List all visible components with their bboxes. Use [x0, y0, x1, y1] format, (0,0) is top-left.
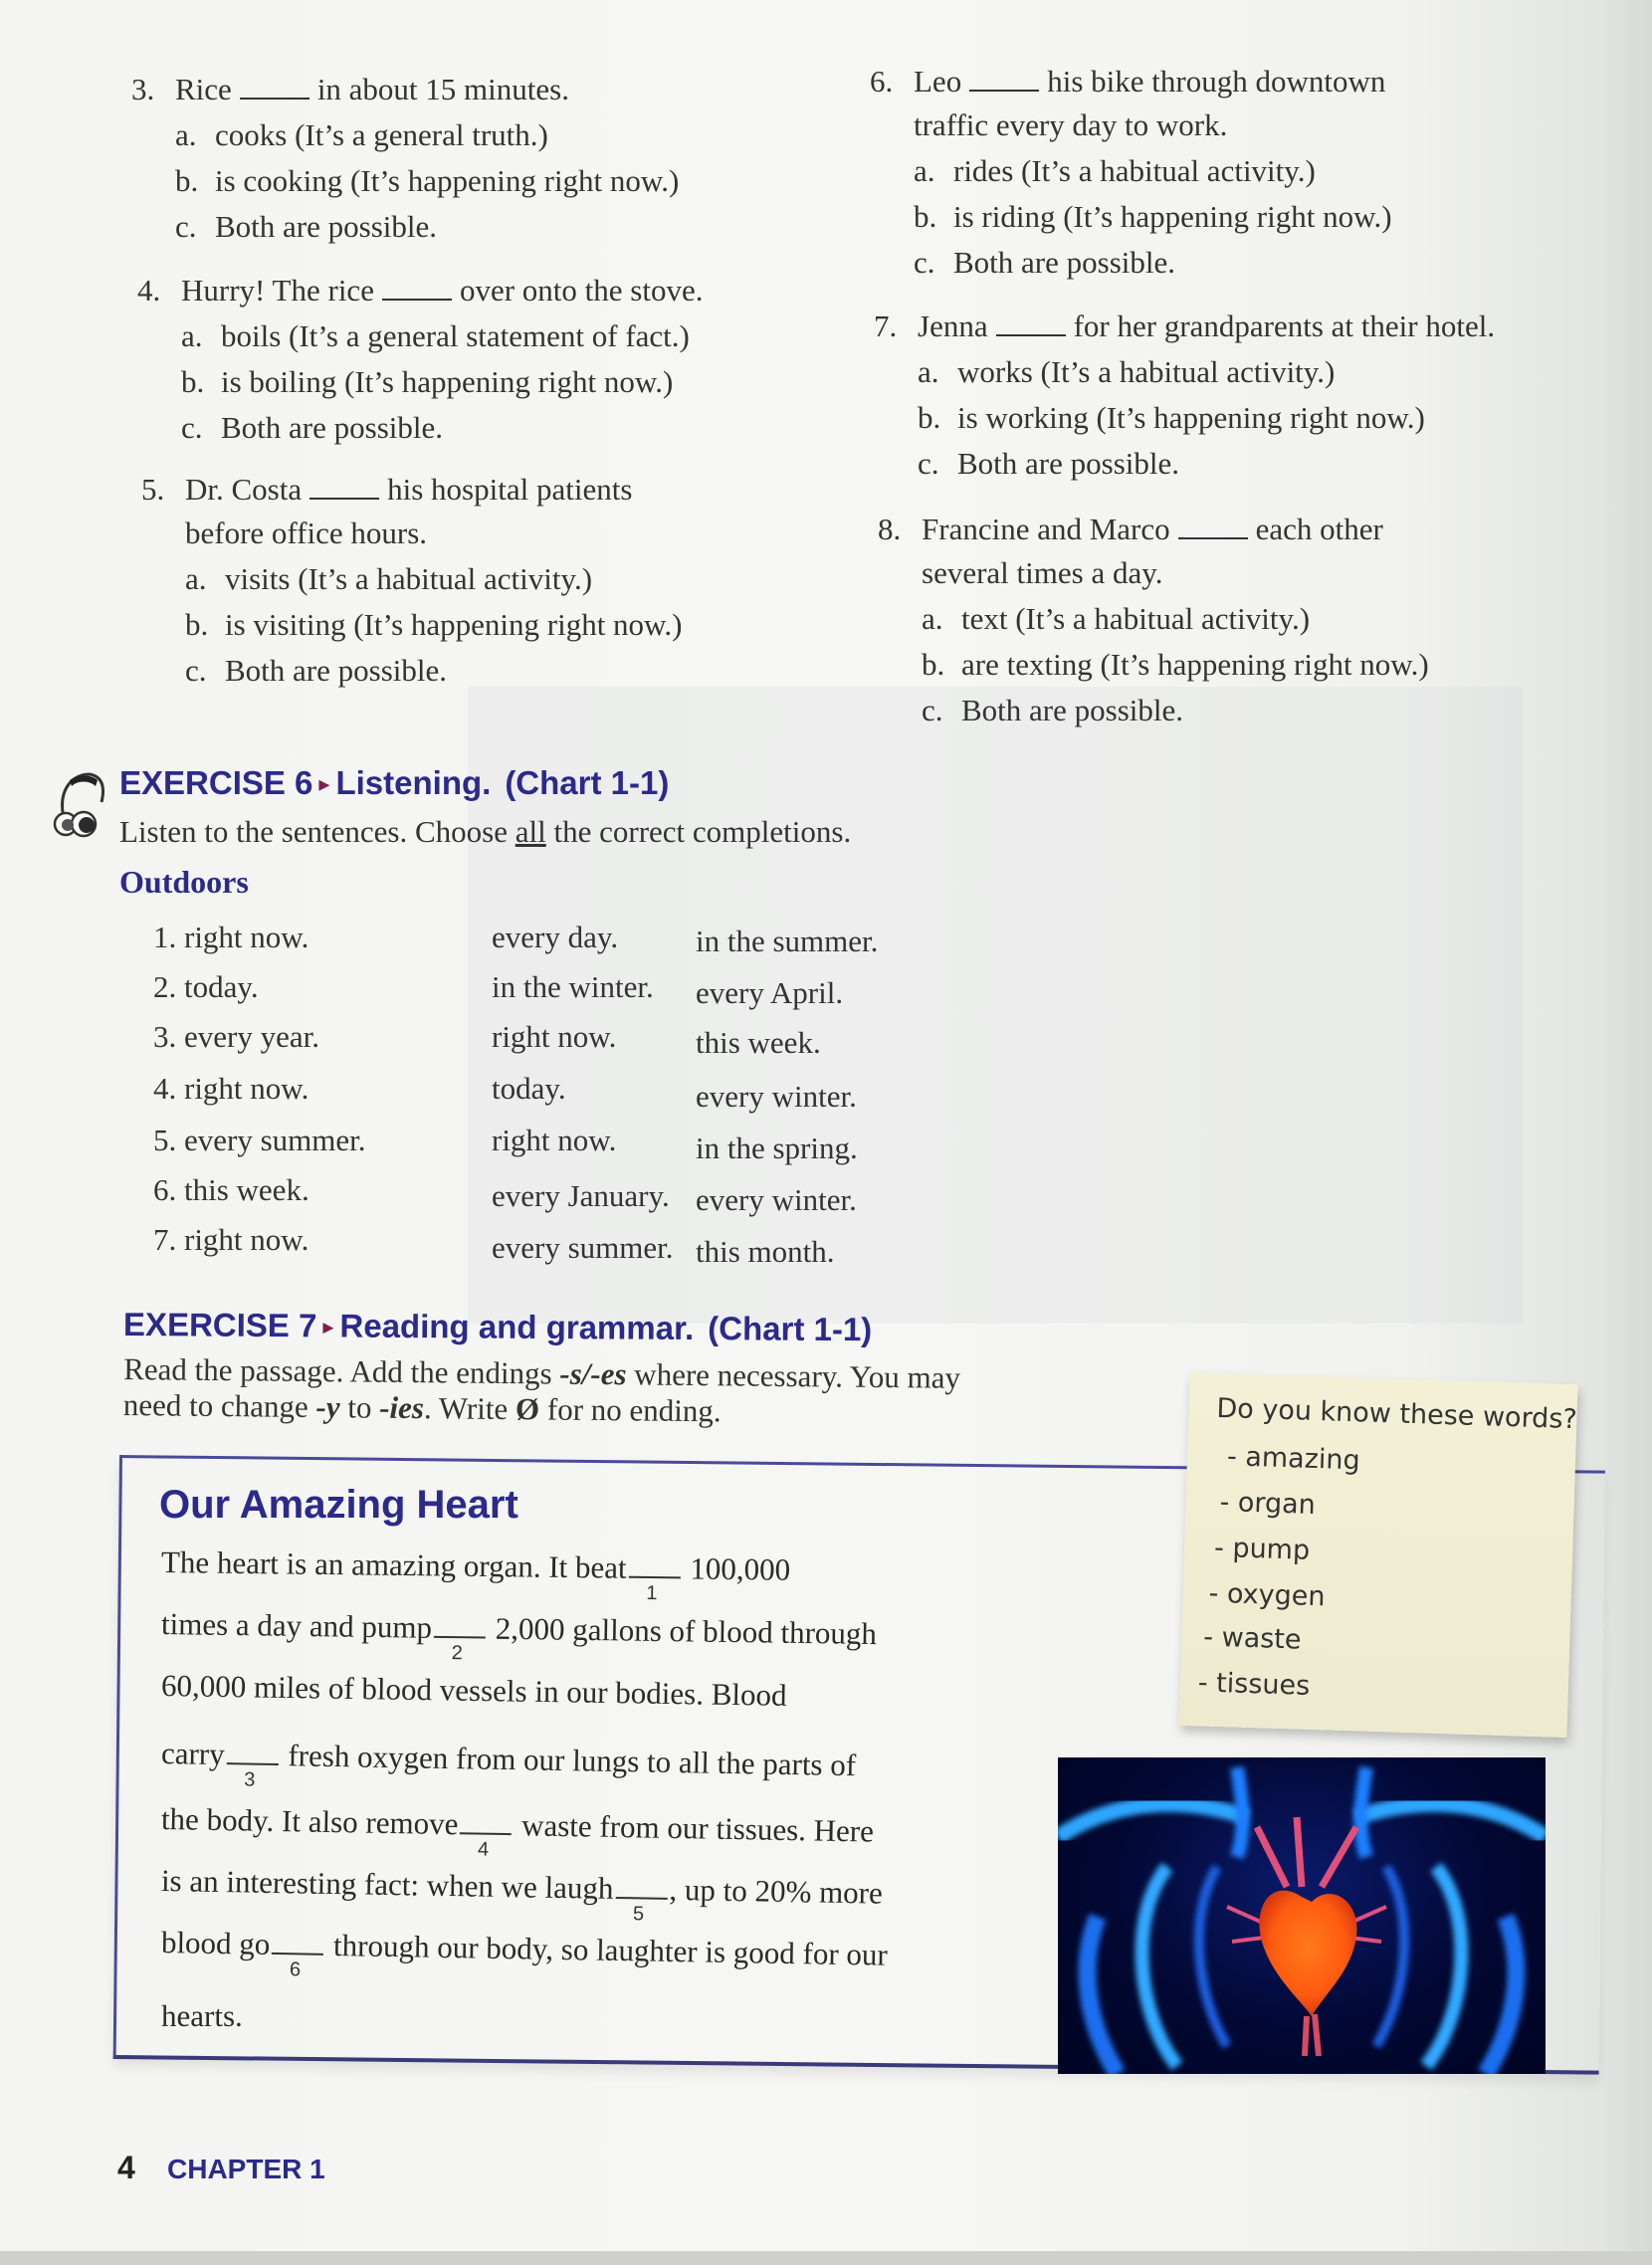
- passage-title: Our Amazing Heart: [159, 1483, 518, 1527]
- question-6: [870, 60, 1392, 285]
- option-b[interactable]: b. is riding (It’s happening right now.): [914, 199, 1392, 234]
- choice[interactable]: 2. today.: [153, 969, 259, 1004]
- section-subheading: Outdoors: [119, 864, 249, 900]
- option-a[interactable]: a. boils (It’s a general statement of fact.): [181, 318, 690, 353]
- option-c[interactable]: c. Both are possible.: [185, 653, 447, 688]
- page-number: 4: [117, 2150, 135, 2185]
- stem-continuation: several times a day.: [922, 555, 1163, 590]
- sticky-note-title: Do you know these words?: [1216, 1392, 1578, 1436]
- passage-line-8: hearts.: [161, 1998, 243, 2033]
- exercise-6-instructions: Listen to the sentences. Choose all the correct completions.: [119, 814, 852, 849]
- heart-chest-graphic: [1058, 1757, 1546, 2074]
- option-a[interactable]: a. visits (It’s a habitual activity.): [185, 561, 593, 596]
- chart-reference: (Chart 1-1): [708, 1310, 873, 1348]
- exercise-title: Listening.: [335, 764, 492, 801]
- exercise-title: Reading and grammar.: [339, 1307, 695, 1347]
- answer-blank[interactable]: [996, 312, 1066, 336]
- answer-blank[interactable]: [240, 76, 310, 100]
- question-number: 7.: [874, 309, 898, 343]
- chapter-label: CHAPTER 1: [167, 2154, 325, 2184]
- vocab-word: - organ: [1219, 1486, 1317, 1521]
- choice[interactable]: today.: [492, 1071, 566, 1106]
- option-a[interactable]: a. works (It’s a habitual activity.): [918, 354, 1336, 389]
- choice[interactable]: every summer.: [492, 1230, 674, 1265]
- choice[interactable]: this week.: [696, 1025, 821, 1060]
- stem-text: Hurry! The rice: [181, 273, 374, 308]
- answer-blank[interactable]: [310, 476, 379, 500]
- question-3: [131, 68, 679, 249]
- vocab-word: - waste: [1202, 1621, 1302, 1656]
- passage-line-2: times a day and pump 2 2,000 gallons of blood through: [160, 1606, 878, 1665]
- option-b[interactable]: b. are texting (It’s happening right now.): [922, 647, 1429, 682]
- stem-text: over onto the stove.: [459, 273, 704, 308]
- option-a[interactable]: a. rides (It’s a habitual activity.): [914, 153, 1316, 188]
- choice[interactable]: every day.: [492, 920, 619, 954]
- passage-line-4: carry 3 fresh oxygen from our lungs to all the parts of: [160, 1736, 857, 1791]
- exercise-label: EXERCISE 6: [119, 764, 313, 801]
- vocab-word: - pump: [1213, 1532, 1311, 1566]
- answer-blank[interactable]: [382, 277, 452, 301]
- stem-text: Jenna: [918, 309, 988, 343]
- option-c[interactable]: c. Both are possible.: [918, 446, 1179, 481]
- passage-line-3: 60,000 miles of blood vessels in our bodies. Blood: [160, 1668, 787, 1713]
- choice[interactable]: in the spring.: [696, 1131, 858, 1165]
- passage-line-6: is an interesting fact: when we laugh 5 , up to 20% more: [160, 1863, 884, 1926]
- arrow-right-icon: ▸: [318, 771, 330, 796]
- option-b[interactable]: b. is working (It’s happening right now.): [918, 400, 1425, 435]
- answer-blank[interactable]: [969, 68, 1039, 92]
- headphones-icon[interactable]: [50, 768, 109, 840]
- question-8: [878, 508, 1429, 732]
- choice[interactable]: 4. right now.: [153, 1071, 310, 1106]
- vocabulary-sticky-note: [1179, 1372, 1578, 1738]
- fill-blank-6[interactable]: 6: [272, 1931, 323, 1956]
- fill-blank-1[interactable]: 1: [629, 1554, 681, 1579]
- choice[interactable]: every April.: [696, 975, 844, 1010]
- question-4: [137, 269, 703, 450]
- question-7: [874, 305, 1495, 486]
- choice[interactable]: 1. right now.: [153, 920, 310, 954]
- stem-continuation: before office hours.: [185, 515, 428, 550]
- fill-blank-4[interactable]: 4: [460, 1810, 512, 1835]
- choice[interactable]: right now.: [492, 1123, 617, 1157]
- choice[interactable]: every January.: [492, 1178, 670, 1213]
- option-b[interactable]: b. is visiting (It’s happening right now.): [185, 607, 683, 642]
- option-c[interactable]: c. Both are possible.: [914, 245, 1175, 280]
- heart-illustration: [1058, 1757, 1546, 2074]
- passage-line-5: the body. It also remove 4 waste from our tissues. Here: [160, 1801, 875, 1861]
- vocab-word: - tissues: [1197, 1667, 1311, 1702]
- option-b[interactable]: b. is boiling (It’s happening right now.): [181, 364, 674, 399]
- stem-text: Dr. Costa: [185, 472, 303, 507]
- choice[interactable]: 7. right now.: [153, 1222, 310, 1257]
- vocab-word: - oxygen: [1208, 1577, 1326, 1613]
- question-number: 6.: [870, 64, 894, 99]
- option-c[interactable]: c. Both are possible.: [922, 693, 1183, 727]
- stem-text: his hospital patients: [387, 472, 633, 507]
- stem-text: his bike through downtown: [1047, 64, 1386, 99]
- fill-blank-2[interactable]: 2: [434, 1614, 486, 1639]
- vocab-word: - amazing: [1226, 1441, 1361, 1477]
- choice[interactable]: 3. every year.: [153, 1019, 319, 1054]
- stem-text: Leo: [914, 64, 962, 99]
- choice[interactable]: every winter.: [696, 1182, 857, 1217]
- option-c[interactable]: c. Both are possible.: [175, 209, 437, 244]
- choice[interactable]: every winter.: [696, 1079, 857, 1114]
- option-c[interactable]: c. Both are possible.: [181, 410, 443, 445]
- page-bottom-edge: [0, 2251, 1652, 2265]
- stem-text: in about 15 minutes.: [316, 72, 569, 106]
- exercise-label: EXERCISE 7: [122, 1306, 317, 1344]
- choice[interactable]: in the summer.: [696, 924, 879, 958]
- question-number: 5.: [141, 472, 165, 507]
- stem-text: for her grandparents at their hotel.: [1073, 309, 1496, 343]
- fill-blank-3[interactable]: 3: [226, 1741, 278, 1765]
- choice[interactable]: in the winter.: [492, 969, 654, 1004]
- choice[interactable]: right now.: [492, 1019, 617, 1054]
- option-a[interactable]: a. cooks (It’s a general truth.): [175, 117, 548, 152]
- exercise-7-instructions: Read the passage. Add the endings -s/-es where necessary. You may need to change -y to -ies. Write Ø for no ending.: [122, 1351, 961, 1429]
- stem-continuation: traffic every day to work.: [914, 107, 1228, 142]
- listening-choice-grid: [153, 920, 1049, 1278]
- question-number: 3.: [131, 72, 155, 106]
- option-a[interactable]: a. text (It’s a habitual activity.): [922, 601, 1311, 636]
- fill-blank-5[interactable]: 5: [615, 1875, 667, 1900]
- choice[interactable]: 6. this week.: [153, 1172, 310, 1207]
- choice[interactable]: 5. every summer.: [153, 1123, 366, 1157]
- choice[interactable]: this month.: [696, 1234, 835, 1269]
- passage-line-1: The heart is an amazing organ. It beat 1 100,000: [160, 1544, 791, 1605]
- stem-text: each other: [1255, 512, 1383, 546]
- exercise-6-heading: [119, 764, 669, 802]
- option-b[interactable]: b. is cooking (It’s happening right now.): [175, 163, 680, 198]
- stem-text: Francine and Marco: [922, 512, 1170, 546]
- chart-reference: (Chart 1-1): [505, 764, 670, 801]
- passage-line-7: blood go 6 through our body, so laughter is good for our: [160, 1925, 889, 1981]
- arrow-right-icon: ▸: [322, 1314, 334, 1339]
- stem-text: Rice: [175, 72, 232, 106]
- question-number: 4.: [137, 273, 161, 308]
- question-5: [141, 468, 683, 693]
- exercise-7-heading: [123, 1306, 873, 1348]
- question-number: 8.: [878, 512, 902, 546]
- answer-blank[interactable]: [1178, 515, 1248, 539]
